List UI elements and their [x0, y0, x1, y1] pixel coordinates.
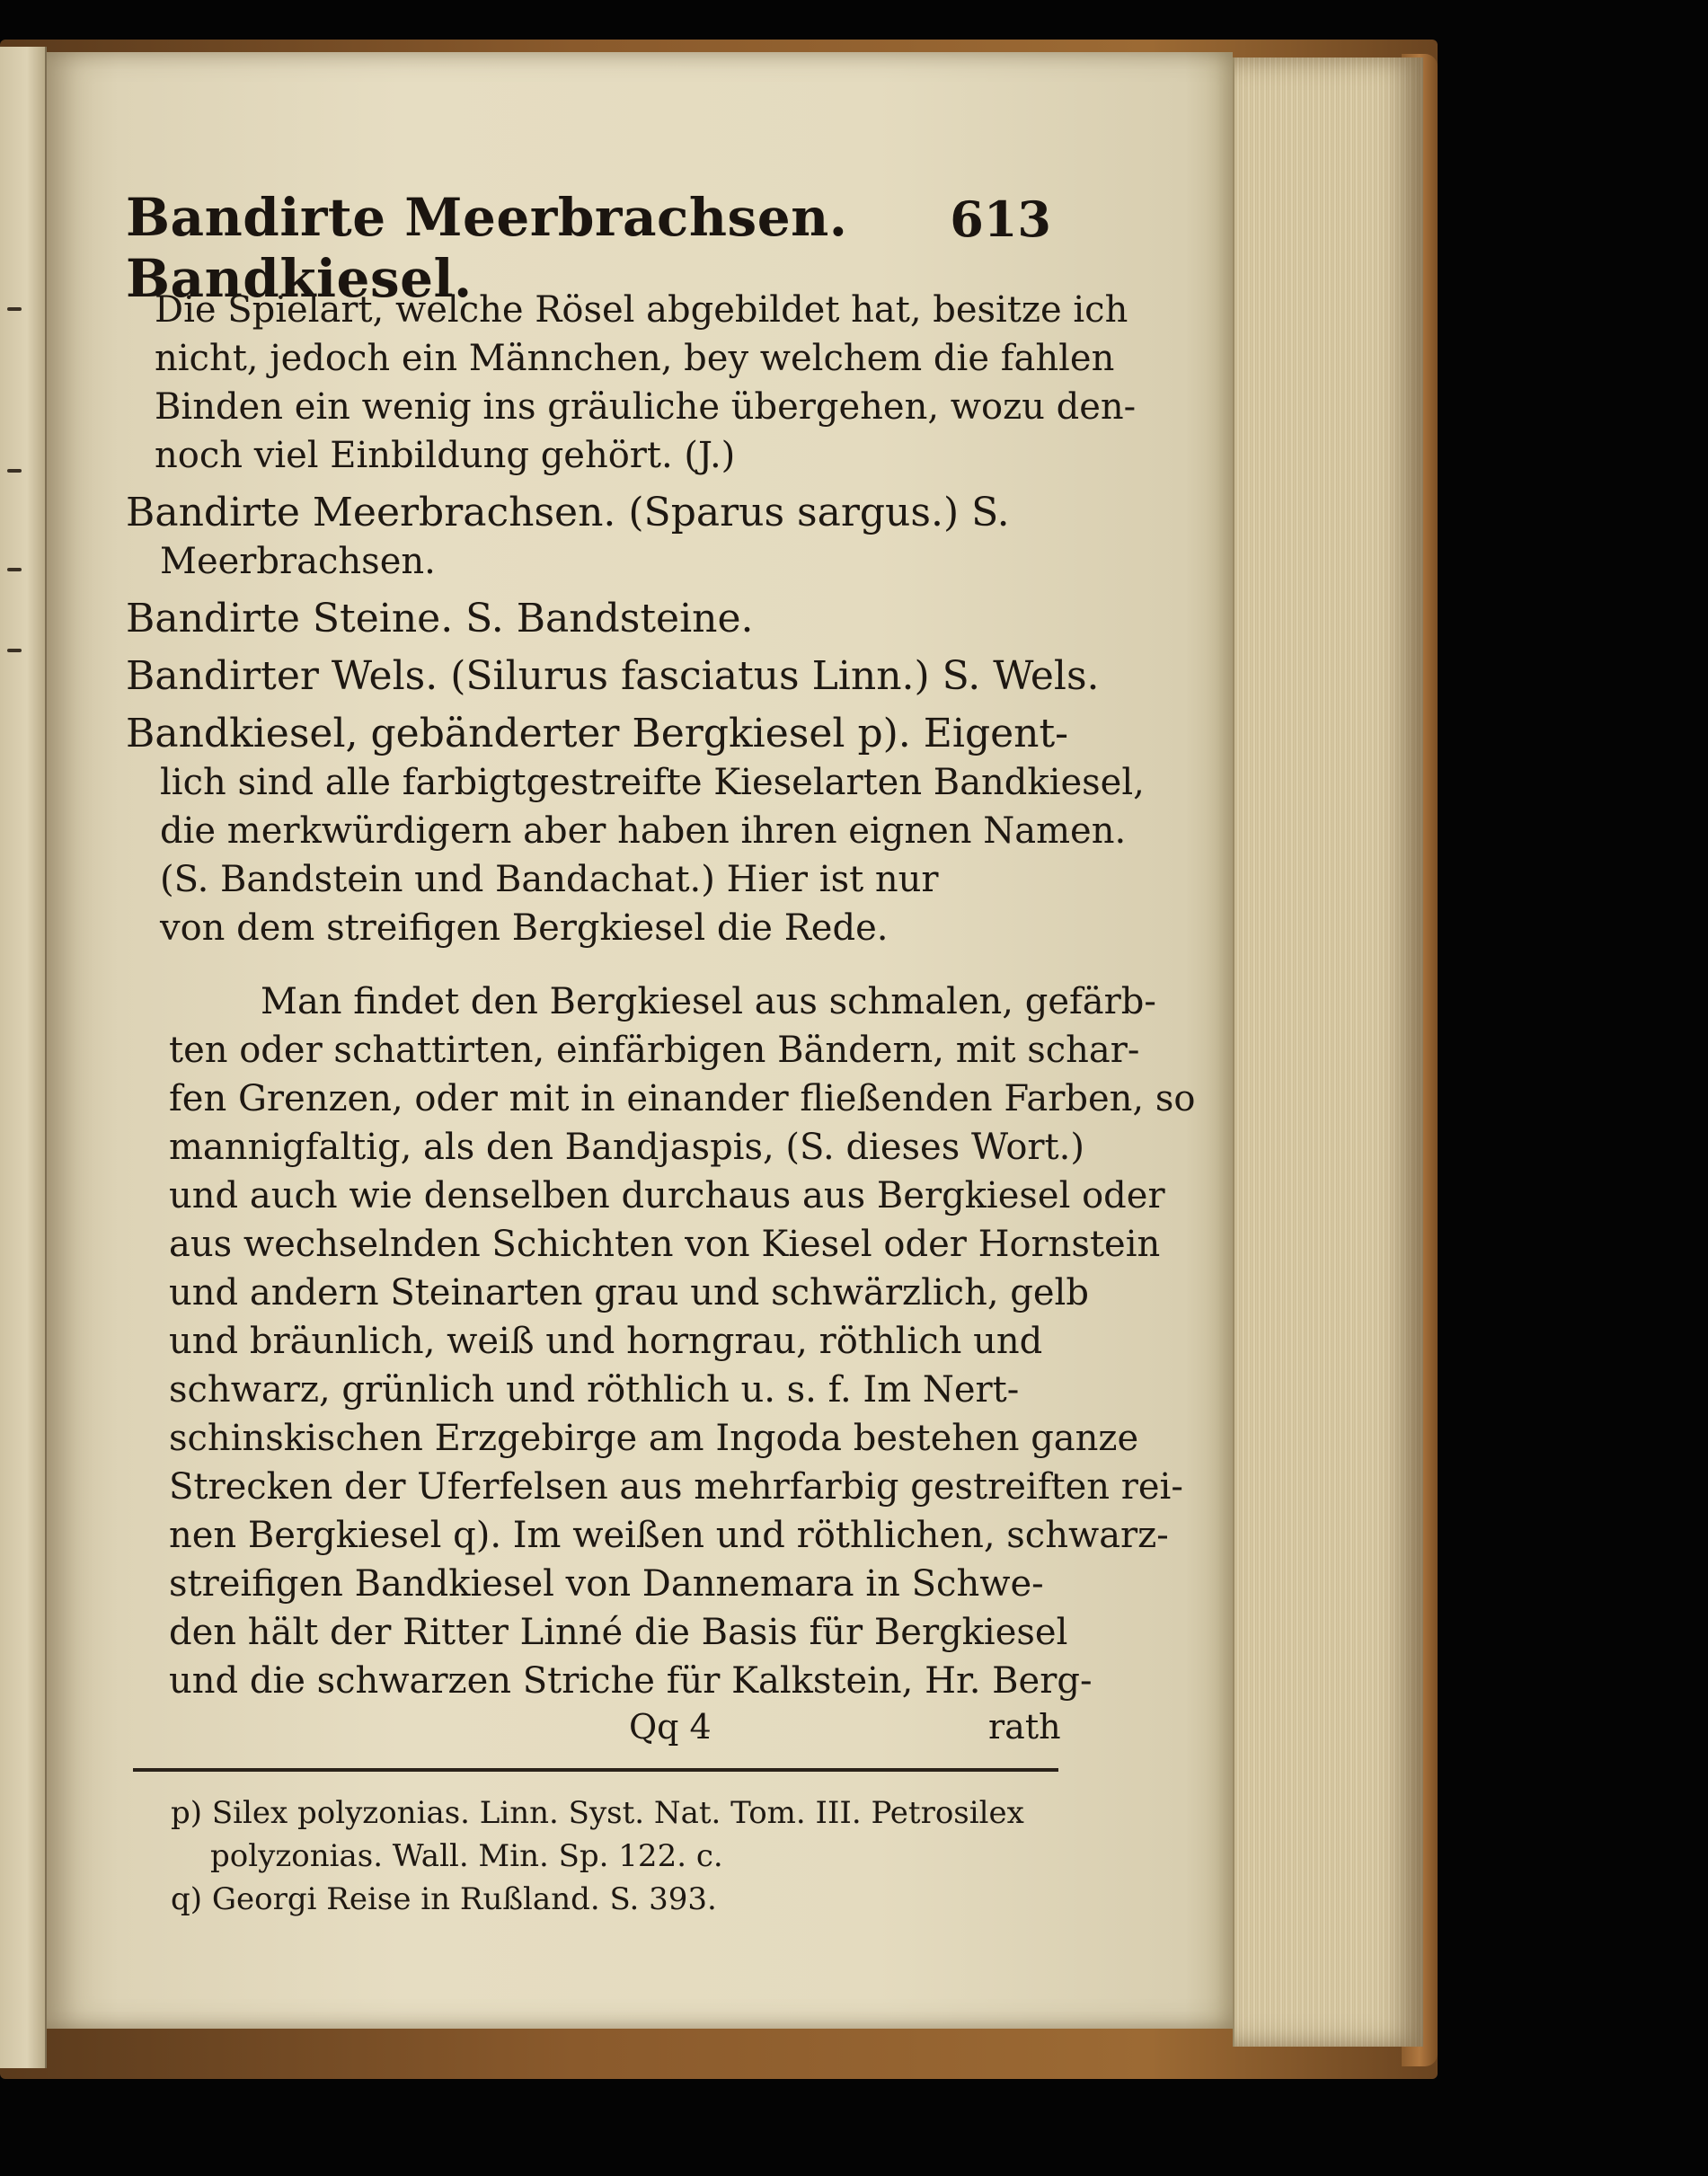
entry-line: (S. Bandstein und Bandachat.) Hier ist nur [160, 859, 939, 900]
paragraph-continued [126, 286, 1137, 480]
entry-bandirte-steine [126, 595, 1060, 643]
left-page-mark [7, 469, 22, 473]
footnote-line: polyzonias. Wall. Min. Sp. 122. c. [210, 1838, 723, 1874]
text-line: und andern Steinarten grau und schwärzlich, gelb [169, 1272, 1089, 1314]
footnote-line: q) Georgi Reise in Rußland. S. 393. [171, 1881, 717, 1917]
entry-line: lich sind alle farbigtgestreifte Kieselarten Bandkiesel, [160, 762, 1145, 803]
signature-mark: Qq 4 [629, 1707, 712, 1747]
entry-line: Meerbrachsen. [160, 541, 436, 582]
text-line: aus wechselnden Schichten von Kiesel oder Hornstein [169, 1224, 1161, 1265]
entry-line: Bandirte Steine. S. Bandsteine. [126, 596, 754, 641]
entry-bandkiesel [126, 710, 1145, 952]
entry-line: die merkwürdigern aber haben ihren eignen Namen. [160, 810, 1127, 852]
page-edges [1233, 57, 1423, 2047]
text-line: und bräunlich, weiß und horngrau, röthlich und [169, 1321, 1043, 1362]
text-line: noch viel Einbildung gehört. (J.) [155, 435, 736, 476]
text-line: und die schwarzen Striche für Kalkstein, Hr. Berg- [169, 1660, 1093, 1702]
footnotes [171, 1791, 1078, 1921]
header-title: Bandirte Meerbrachsen. Bandkiesel. [126, 187, 848, 309]
running-header [126, 187, 1051, 309]
page-number: 613 [950, 190, 1051, 248]
footnote-rule [133, 1768, 1058, 1772]
text-line: nicht, jedoch ein Männchen, bey welchem die fahlen [155, 338, 1115, 379]
text-line: Die Spielart, welche Rösel abgebildet hat, besitze ich [155, 289, 1128, 331]
entry-line: Bandirte Meerbrachsen. (Sparus sargus.) S. [126, 490, 1010, 535]
text-line: Strecken der Uferfelsen aus mehrfarbig gestreiften rei- [169, 1466, 1183, 1508]
entry-line: Bandirter Wels. (Silurus fasciatus Linn.) S. Wels. [126, 653, 1100, 699]
text-line: und auch wie denselben durchaus aus Bergkiesel oder [169, 1175, 1165, 1216]
footnote-line: p) Silex polyzonias. Linn. Syst. Nat. Tom. III. Petrosilex [171, 1795, 1024, 1831]
left-page-mark [7, 307, 22, 311]
text-line: Man findet den Bergkiesel aus schmalen, gefärb- [261, 981, 1156, 1022]
text-line: schinskischen Erzgebirge am Ingoda bestehen ganze [169, 1418, 1139, 1459]
text-line: streifigen Bandkiesel von Dannemara in Schwe- [169, 1563, 1044, 1605]
footnote-p [171, 1791, 1078, 1878]
text-line: nen Bergkiesel q). Im weißen und röthlichen, schwarz- [169, 1515, 1169, 1556]
text-line: den hält der Ritter Linné die Basis für Bergkiesel [169, 1612, 1068, 1653]
entry-line: Bandkiesel, gebänderter Bergkiesel p). Eigent- [126, 711, 1069, 756]
left-page-mark [7, 649, 22, 652]
entry-bandirter-wels [126, 652, 1100, 701]
left-page-edge [0, 47, 47, 2068]
text-line: mannigfaltig, als den Bandjaspis, (S. dieses Wort.) [169, 1127, 1084, 1168]
catchword: rath [988, 1707, 1061, 1747]
entry-bandirte-meerbrachsen [126, 489, 1060, 586]
footnote-q [171, 1878, 1078, 1921]
entry-line: von dem streifigen Bergkiesel die Rede. [160, 907, 889, 949]
left-page-mark [7, 568, 22, 571]
paragraph-bergkiesel [126, 977, 1196, 1705]
text-line: Binden ein wenig ins gräuliche übergehen, wozu den- [155, 386, 1137, 428]
text-line: schwarz, grünlich und röthlich u. s. f. Im Nert- [169, 1369, 1020, 1411]
text-line: fen Grenzen, oder mit in einander fließenden Farben, so [169, 1078, 1196, 1119]
text-line: ten oder schattirten, einfärbigen Bändern, mit schar- [169, 1030, 1140, 1071]
body-text [126, 286, 1196, 1705]
